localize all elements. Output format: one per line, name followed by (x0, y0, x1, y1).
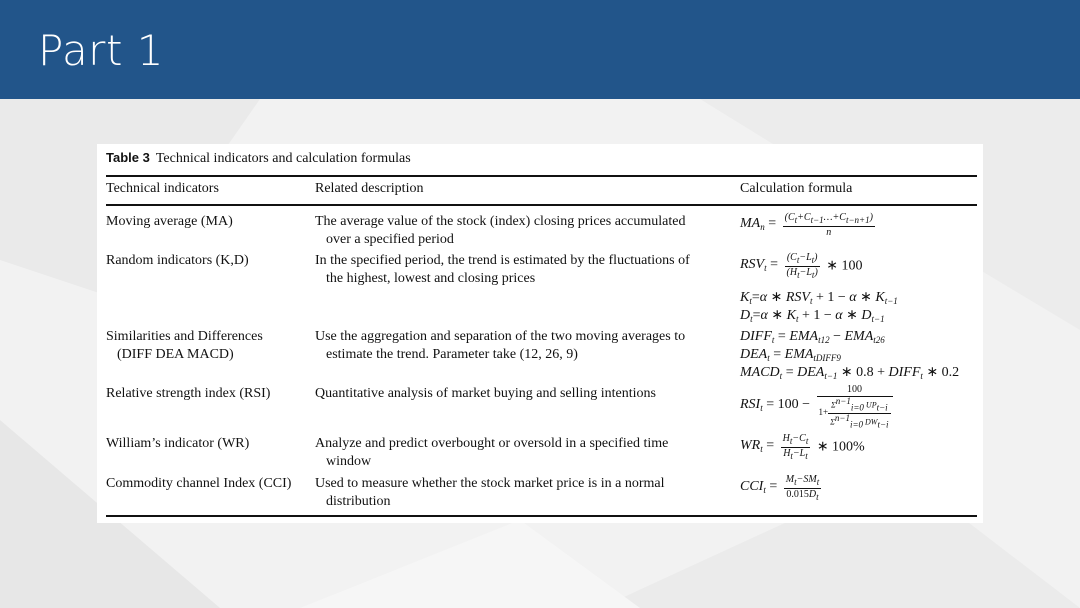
table-header-rule (106, 204, 977, 206)
slide-title: Part 1 (38, 26, 164, 75)
description-line: the highest, lowest and closing prices (326, 271, 536, 286)
table-row-description (315, 385, 656, 403)
table-row-indicator: William’s indicator (WR) (106, 436, 250, 451)
table-row-indicator: Commodity channel Index (CCI) (106, 476, 292, 491)
k-formula: $K_t=\alpha$ ∗ $RSV_t + 1 - \alpha$ ∗ $K_{t-1}$ (740, 290, 898, 306)
table-row-description (315, 328, 685, 364)
header-related-description: Related description (315, 181, 424, 196)
table-row-description (315, 213, 685, 249)
table-caption (106, 150, 411, 167)
indicator-line: (DIFF DEA MACD) (117, 347, 234, 362)
ma-formula: $MA_n$ = $\frac{(C_t+C_{t-1}\dots+C_{t-n+1})}{n}$ (740, 212, 873, 238)
table-row-description (315, 475, 665, 511)
description-line: window (326, 454, 372, 469)
description-line: distribution (326, 494, 391, 509)
table-row-description (315, 252, 690, 288)
header-technical-indicators: Technical indicators (106, 181, 219, 196)
description-line: over a specified period (326, 232, 454, 247)
description-line: estimate the trend. Parameter take (12, 26, 9) (326, 347, 578, 362)
table-row-description (315, 435, 668, 471)
table-top-rule (106, 175, 977, 177)
d-formula: $D_t=\alpha$ ∗ $K_t + 1 - \alpha$ ∗ $D_{t-1}$ (740, 308, 885, 324)
description-line: Used to measure whether the stock market price is in a normal (315, 476, 665, 491)
description-line: Quantitative analysis of market buying and selling intentions (315, 386, 656, 401)
cci-formula: $CCI_t$ = $\frac{M_t-SM_t}{0.015D_t}$ (740, 474, 820, 502)
description-line: In the specified period, the trend is estimated by the fluctuations of (315, 253, 690, 268)
macd-formula: $MACD_t = DEA_{t-1}$ ∗ $0.8 + DIFF_t$ ∗ 0.2 (740, 365, 960, 381)
rsi-formula: $RSI_t = 100$ − 100 1+ $\frac{\Sigma^{n-1}_{i=0} UP_{t-i}}{\Sigma^{n-1}_{i=0} DW_{t-i}}$ (740, 384, 896, 429)
table-caption-text: Technical indicators and calculation formulas (155, 151, 411, 166)
indicator-line: Similarities and Differences (106, 329, 263, 344)
diff-formula: $DIFF_t = EMA_{t12} - EMA_{t26}$ (740, 329, 885, 345)
table-row-indicator: Moving average (MA) (106, 214, 233, 229)
table-caption-label: Table 3 (106, 150, 150, 165)
wr-formula: $WR_t$ = $\frac{H_t-C_t}{H_t-L_t}$ ∗ 100% (740, 433, 865, 461)
table-row-indicator: Relative strength index (RSI) (106, 386, 271, 401)
description-line: Use the aggregation and separation of the two moving averages to (315, 329, 686, 344)
description-line: Analyze and predict overbought or oversold in a specified time (315, 436, 669, 451)
table-row-indicator (106, 328, 263, 364)
header-calculation-formula: Calculation formula (740, 181, 853, 196)
description-line: The average value of the stock (index) closing prices accumulated (315, 214, 686, 229)
formula-table (97, 144, 983, 523)
table-row-indicator: Random indicators (K,D) (106, 253, 249, 268)
dea-formula: $DEA_t = EMA_{tDIFF9}$ (740, 347, 841, 363)
table-bottom-rule (106, 515, 977, 517)
rsv-formula: $RSV_t$ = $\frac{(C_t-L_t)}{(H_t-L_t)}$ ∗ 100 (740, 252, 863, 280)
slide-header-bar (0, 0, 1080, 99)
